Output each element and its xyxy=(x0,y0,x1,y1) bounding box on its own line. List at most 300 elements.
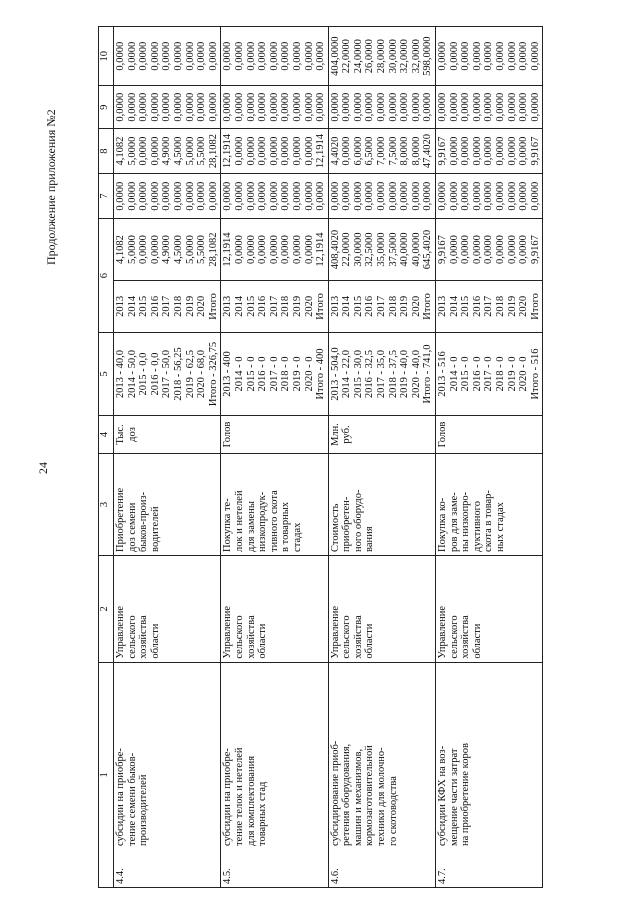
value-line: 0,0000 xyxy=(495,41,506,71)
value-line: 0,0000 xyxy=(268,235,280,264)
value-line: 0,0000 xyxy=(529,92,541,122)
year-line: 2018 xyxy=(172,295,184,317)
regional-cell xyxy=(221,129,328,174)
value-line: 12,1914 xyxy=(315,134,327,169)
page-number: 24 xyxy=(36,462,50,474)
measure-line: доз семени xyxy=(126,502,138,552)
unit-line: доз xyxy=(126,427,138,442)
header-col-4: 4 xyxy=(99,416,114,454)
value-line: 0,0000 xyxy=(341,181,353,211)
value-line: 8,0000 xyxy=(399,136,411,166)
value-line: 0,0000 xyxy=(126,41,138,71)
header-col-3: 3 xyxy=(99,453,114,555)
value-line: 0,0000 xyxy=(315,181,327,211)
value-line: 0,0000 xyxy=(268,181,280,211)
value-line: 0,0000 xyxy=(471,92,483,122)
measure-line: лок и нетелей xyxy=(233,490,245,552)
year-line: 2020 xyxy=(518,295,530,317)
measure-line: ров для заме- xyxy=(448,492,460,552)
activity-name xyxy=(437,743,472,846)
target-line: 2015 - 0 xyxy=(245,356,257,392)
value-line: 5,0000 xyxy=(126,136,138,166)
value-line: 40,0000 xyxy=(410,232,422,267)
executor-line: хозяйства xyxy=(460,615,472,659)
value-line: 4,5000 xyxy=(172,136,184,166)
activity-name-line: тение семени быков- xyxy=(126,752,138,846)
measure-line: приобретен- xyxy=(341,496,353,552)
value-line: 22,0000 xyxy=(341,232,353,267)
year-line: 2014 xyxy=(233,295,245,317)
measure-line: в товарных xyxy=(280,502,292,552)
value-line: 0,0000 xyxy=(257,235,269,264)
value-line: 0,0000 xyxy=(245,235,257,264)
value-line: 645,4020 xyxy=(422,229,434,270)
value-line: 0,0000 xyxy=(149,92,161,122)
value-line: 0,0000 xyxy=(518,235,530,264)
target-line: 2018 - 0 xyxy=(280,356,292,392)
value-line: 0,0000 xyxy=(161,41,173,71)
value-line: 0,0000 xyxy=(341,92,353,122)
target-line: 2016 - 0 xyxy=(471,356,483,392)
year-line: Итого xyxy=(529,293,541,320)
year-line: 2018 xyxy=(495,295,506,317)
value-line: 0,0000 xyxy=(257,41,269,71)
value-line: 0,0000 xyxy=(149,181,161,211)
year-line: 2018 xyxy=(387,295,399,317)
activity-name-line: ретения оборудования, xyxy=(341,743,353,846)
executor-line: сельского xyxy=(448,615,460,659)
year-line: 2015 xyxy=(352,295,364,317)
value-line: 0,0000 xyxy=(460,235,472,264)
value-line: 5,5000 xyxy=(196,235,208,264)
table-row xyxy=(436,27,543,888)
value-line: 0,0000 xyxy=(184,41,196,71)
value-line: 0,0000 xyxy=(207,92,219,122)
value-line: 0,0000 xyxy=(222,92,234,122)
value-line: 0,0000 xyxy=(149,41,161,71)
value-line: 0,0000 xyxy=(207,41,219,71)
value-line: 0,0000 xyxy=(460,181,472,211)
target-line: 2016 - 32,5 xyxy=(364,349,376,399)
target-line: 2020 - 40,0 xyxy=(410,349,422,399)
year-line: 2015 xyxy=(460,295,472,317)
value-line: 0,0000 xyxy=(138,181,150,211)
measure-line: скота в товар- xyxy=(483,490,495,552)
regional-cell xyxy=(114,129,221,174)
value-line: 0,0000 xyxy=(268,92,280,122)
value-line: 0,0000 xyxy=(196,181,208,211)
year-line: 2017 xyxy=(268,295,280,317)
value-line: 0,0000 xyxy=(376,92,388,122)
activity-name-line: субсидии на приобре- xyxy=(222,748,234,846)
value-line: 0,0000 xyxy=(529,181,541,211)
extra-budget-cell xyxy=(436,27,543,86)
value-line: 0,0000 xyxy=(518,92,530,122)
year-line: 2014 xyxy=(448,295,460,317)
executor-line: Управление xyxy=(222,606,234,659)
value-line: 0,0000 xyxy=(291,181,303,211)
year-line: 2016 xyxy=(257,295,269,317)
value-line: 0,0000 xyxy=(257,136,269,166)
activity-name-line: производителей xyxy=(138,774,150,846)
year-line: 2015 xyxy=(245,295,257,317)
target-line: 2017 - 0 xyxy=(483,356,495,392)
target-line: 2015 - 0,0 xyxy=(138,352,150,396)
activity-name-line: техники для молочно- xyxy=(376,747,388,846)
activity-name-line: на приобретение коров xyxy=(460,743,472,846)
value-line: 0,0000 xyxy=(196,41,208,71)
executor-line: Управление xyxy=(115,606,126,659)
value-line: 0,0000 xyxy=(280,235,292,264)
executor-cell xyxy=(221,555,328,662)
target-line: 2019 - 0 xyxy=(291,356,303,392)
local-cell xyxy=(221,86,328,129)
target-line: 2017 - 35,0 xyxy=(376,349,388,399)
year-line: 2013 xyxy=(329,295,341,317)
value-line: 28,1082 xyxy=(207,232,219,267)
target-line: 2014 - 50,0 xyxy=(126,349,138,399)
measure-line: дуктивного xyxy=(471,501,483,552)
value-line: 0,0000 xyxy=(245,181,257,211)
target-line: 2013 - 504,0 xyxy=(329,347,341,401)
value-line: 4,1082 xyxy=(115,136,126,166)
value-line: 5,5000 xyxy=(196,136,208,166)
measure-line: ного оборудо- xyxy=(352,489,364,552)
year-line: 2020 xyxy=(303,295,315,317)
year-line: Итого xyxy=(315,293,327,320)
target-line: 2015 - 30,0 xyxy=(352,349,364,399)
year-cell xyxy=(114,280,221,332)
extra-budget-cell xyxy=(221,27,328,86)
row-number: 4.5. xyxy=(222,868,234,884)
measure-cell xyxy=(114,453,221,555)
federal-cell xyxy=(221,174,328,219)
activity-name-line: машин и механизмов, xyxy=(352,748,364,846)
activity-name-line: субсидирование приоб- xyxy=(329,740,341,846)
value-line: 0,0000 xyxy=(399,181,411,211)
value-line: 0,0000 xyxy=(233,41,245,71)
year-cell xyxy=(221,280,328,332)
value-line: 0,0000 xyxy=(437,92,449,122)
total-cell xyxy=(114,219,221,281)
value-line: 4,4020 xyxy=(329,136,341,166)
target-line: 2013 - 516 xyxy=(437,351,449,397)
year-line: 2013 xyxy=(115,295,126,317)
target-line: 2013 - 400 xyxy=(222,351,234,397)
value-line: 9,9167 xyxy=(437,235,449,264)
value-line: 0,0000 xyxy=(422,181,434,211)
value-line: 0,0000 xyxy=(352,181,364,211)
value-line: 6,0000 xyxy=(352,136,364,166)
value-line: 5,0000 xyxy=(126,235,138,264)
activity-cell xyxy=(436,662,543,887)
value-line: 0,0000 xyxy=(161,181,173,211)
target-line: 2020 - 0 xyxy=(518,356,530,392)
value-line: 598,0000 xyxy=(422,36,434,76)
target-cell xyxy=(221,333,328,416)
target-line: 2019 - 0 xyxy=(506,356,518,392)
value-line: 0,0000 xyxy=(115,181,126,211)
extra-budget-cell xyxy=(328,27,435,86)
value-line: 0,0000 xyxy=(115,41,126,71)
target-line: 2019 - 62,5 xyxy=(184,349,196,399)
activity-name xyxy=(330,741,400,846)
value-line: 24,0000 xyxy=(352,39,364,74)
value-line: 0,0000 xyxy=(364,92,376,122)
executor-line: области xyxy=(471,623,483,659)
table-row xyxy=(221,27,328,888)
activity-cell xyxy=(114,662,221,887)
value-line: 0,0000 xyxy=(280,41,292,71)
value-line: 0,0000 xyxy=(184,181,196,211)
year-line: 2019 xyxy=(506,295,518,317)
regional-cell xyxy=(436,129,543,174)
value-line: 0,0000 xyxy=(437,41,449,71)
local-cell xyxy=(328,86,435,129)
value-line: 0,0000 xyxy=(115,92,126,122)
value-line: 12,1914 xyxy=(315,232,327,267)
value-line: 47,4020 xyxy=(422,134,434,169)
value-line: 0,0000 xyxy=(387,181,399,211)
target-line: 2019 - 40,0 xyxy=(399,349,411,399)
executor-cell xyxy=(328,555,435,662)
value-line: 0,0000 xyxy=(126,92,138,122)
executor-line: сельского xyxy=(341,615,353,659)
value-line: 37,5000 xyxy=(387,232,399,267)
value-line: 0,0000 xyxy=(376,181,388,211)
measure-cell xyxy=(436,453,543,555)
measure-line: низкопродук- xyxy=(257,491,269,552)
value-line: 0,0000 xyxy=(222,41,234,71)
value-line: 12,1914 xyxy=(222,232,234,267)
value-line: 0,0000 xyxy=(483,235,495,264)
executor-line: Управление xyxy=(437,606,449,659)
target-line: 2017 - 0 xyxy=(268,356,280,392)
value-line: 0,0000 xyxy=(196,92,208,122)
header-col-8: 8 xyxy=(99,129,114,174)
target-line: 2014 - 0 xyxy=(233,356,245,392)
value-line: 0,0000 xyxy=(364,181,376,211)
measure-line: ных стадах xyxy=(495,502,506,552)
activity-name-line: субсидии КФХ на воз- xyxy=(437,745,449,846)
value-line: 0,0000 xyxy=(233,235,245,264)
value-line: 0,0000 xyxy=(245,41,257,71)
value-line: 28,0000 xyxy=(376,39,388,74)
activity-name xyxy=(115,748,150,846)
value-line: 0,0000 xyxy=(291,41,303,71)
value-line: 0,0000 xyxy=(483,181,495,211)
measure-line: ны низкопро- xyxy=(460,491,472,552)
executor-line: сельского xyxy=(126,615,138,659)
value-line: 0,0000 xyxy=(518,41,530,71)
year-cell xyxy=(328,280,435,332)
target-line: 2018 - 56,25 xyxy=(172,347,184,401)
value-line: 0,0000 xyxy=(222,181,234,211)
value-line: 0,0000 xyxy=(126,181,138,211)
unit-line: Голов xyxy=(222,421,234,448)
row-number: 4.7. xyxy=(437,868,449,884)
value-line: 0,0000 xyxy=(233,136,245,166)
header-col-9: 9 xyxy=(99,86,114,129)
value-line: 0,0000 xyxy=(329,92,341,122)
local-cell xyxy=(436,86,543,129)
value-line: 0,0000 xyxy=(422,92,434,122)
total-cell xyxy=(436,219,543,281)
header-col-1: 1 xyxy=(99,662,114,887)
target-line: 2020 - 68,0 xyxy=(196,349,208,399)
header-col-5: 5 xyxy=(99,333,114,416)
target-line: 2018 - 37,5 xyxy=(387,349,399,399)
total-cell xyxy=(221,219,328,281)
value-line: 4,5000 xyxy=(172,235,184,264)
year-line: 2017 xyxy=(483,295,495,317)
row-number: 4.6. xyxy=(329,868,341,884)
value-line: 0,0000 xyxy=(460,41,472,71)
value-line: 0,0000 xyxy=(233,181,245,211)
value-line: 0,0000 xyxy=(280,181,292,211)
value-line: 35,0000 xyxy=(376,232,388,267)
value-line: 22,0000 xyxy=(341,39,353,74)
value-line: 408,4020 xyxy=(329,229,341,270)
value-line: 0,0000 xyxy=(245,92,257,122)
value-line: 32,0000 xyxy=(399,39,411,74)
executor-line: хозяйства xyxy=(138,615,150,659)
value-line: 0,0000 xyxy=(315,41,327,71)
value-line: 4,1082 xyxy=(115,235,126,264)
value-line: 0,0000 xyxy=(437,181,449,211)
year-line: 2019 xyxy=(399,295,411,317)
value-line: 0,0000 xyxy=(291,136,303,166)
measure-line: тивного скота xyxy=(268,490,280,552)
unit-cell xyxy=(328,416,435,454)
year-line: 2017 xyxy=(161,295,173,317)
value-line: 0,0000 xyxy=(303,181,315,211)
target-line: 2017 - 50,0 xyxy=(161,349,173,399)
extra-budget-cell xyxy=(114,27,221,86)
value-line: 0,0000 xyxy=(495,235,506,264)
value-line: 0,0000 xyxy=(387,92,399,122)
value-line: 0,0000 xyxy=(268,136,280,166)
value-line: 26,0000 xyxy=(364,39,376,74)
executor-cell xyxy=(436,555,543,662)
value-line: 0,0000 xyxy=(471,41,483,71)
value-line: 0,0000 xyxy=(245,136,257,166)
year-line: 2016 xyxy=(471,295,483,317)
table-row xyxy=(114,27,221,888)
value-line: 30,0000 xyxy=(387,39,399,74)
value-line: 0,0000 xyxy=(460,92,472,122)
federal-cell xyxy=(436,174,543,219)
activity-name-line: товарных стад xyxy=(257,781,269,846)
value-line: 4,9000 xyxy=(161,136,173,166)
value-line: 0,0000 xyxy=(483,41,495,71)
value-line: 0,0000 xyxy=(448,181,460,211)
value-line: 0,0000 xyxy=(280,92,292,122)
value-line: 0,0000 xyxy=(495,136,506,166)
value-line: 9,9167 xyxy=(529,136,541,166)
executor-line: сельского xyxy=(233,615,245,659)
unit-line: Голов xyxy=(437,421,449,448)
value-line: 0,0000 xyxy=(529,41,541,71)
regional-cell xyxy=(328,129,435,174)
value-line: 0,0000 xyxy=(483,136,495,166)
year-line: 2016 xyxy=(149,295,161,317)
year-line: Итого xyxy=(207,293,219,320)
activity-cell xyxy=(221,662,328,887)
value-line: 0,0000 xyxy=(410,92,422,122)
value-line: 404,0000 xyxy=(329,36,341,76)
value-line: 0,0000 xyxy=(207,181,219,211)
value-line: 0,0000 xyxy=(303,41,315,71)
year-line: 2014 xyxy=(126,295,138,317)
value-line: 0,0000 xyxy=(184,92,196,122)
year-line: 2020 xyxy=(410,295,422,317)
target-line: 2014 - 22,0 xyxy=(341,349,353,399)
value-line: 0,0000 xyxy=(303,92,315,122)
value-line: 12,1914 xyxy=(222,134,234,169)
value-line: 0,0000 xyxy=(268,41,280,71)
header-col-7: 7 xyxy=(99,174,114,219)
activity-name xyxy=(222,747,268,846)
target-cell xyxy=(328,333,435,416)
measure-line: вания xyxy=(364,526,376,552)
value-line: 0,0000 xyxy=(399,92,411,122)
value-line: 0,0000 xyxy=(138,41,150,71)
value-line: 0,0000 xyxy=(172,41,184,71)
target-line: 2013 - 40,0 xyxy=(115,349,126,399)
measure-line: Стоимость xyxy=(329,503,341,552)
target-line: 2016 - 0 xyxy=(257,356,269,392)
value-line: 0,0000 xyxy=(448,92,460,122)
value-line: 32,0000 xyxy=(410,39,422,74)
value-line: 0,0000 xyxy=(257,92,269,122)
target-line: Итого - 741,0 xyxy=(422,344,434,404)
value-line: 7,5000 xyxy=(387,136,399,166)
value-line: 0,0000 xyxy=(506,136,518,166)
value-line: 0,0000 xyxy=(460,136,472,166)
value-line: 9,9167 xyxy=(437,136,449,166)
value-line: 0,0000 xyxy=(471,235,483,264)
value-line: 0,0000 xyxy=(448,235,460,264)
year-line: 2019 xyxy=(184,295,196,317)
value-line: 5,0000 xyxy=(184,235,196,264)
year-line: 2014 xyxy=(341,295,353,317)
value-line: 0,0000 xyxy=(233,92,245,122)
year-line: 2013 xyxy=(437,295,449,317)
executor-line: области xyxy=(149,623,161,659)
executor-cell xyxy=(114,555,221,662)
value-line: 0,0000 xyxy=(495,92,506,122)
value-line: 0,0000 xyxy=(518,136,530,166)
header-col-2: 2 xyxy=(99,555,114,662)
value-line: 30,0000 xyxy=(352,232,364,267)
header-row xyxy=(99,27,114,888)
target-line: 2015 - 0 xyxy=(460,356,472,392)
activity-name-line: кормозаготовительной xyxy=(364,745,376,846)
target-line: Итого - 400 xyxy=(315,348,327,400)
value-line: 0,0000 xyxy=(448,41,460,71)
table-body xyxy=(114,27,543,888)
year-line: 2019 xyxy=(291,295,303,317)
target-cell xyxy=(436,333,543,416)
value-line: 0,0000 xyxy=(352,92,364,122)
year-cell xyxy=(436,280,543,332)
activity-name-line: го скотоводства xyxy=(387,776,399,846)
value-line: 0,0000 xyxy=(329,181,341,211)
target-cell xyxy=(114,333,221,416)
year-line: 2018 xyxy=(280,295,292,317)
value-line: 0,0000 xyxy=(315,92,327,122)
